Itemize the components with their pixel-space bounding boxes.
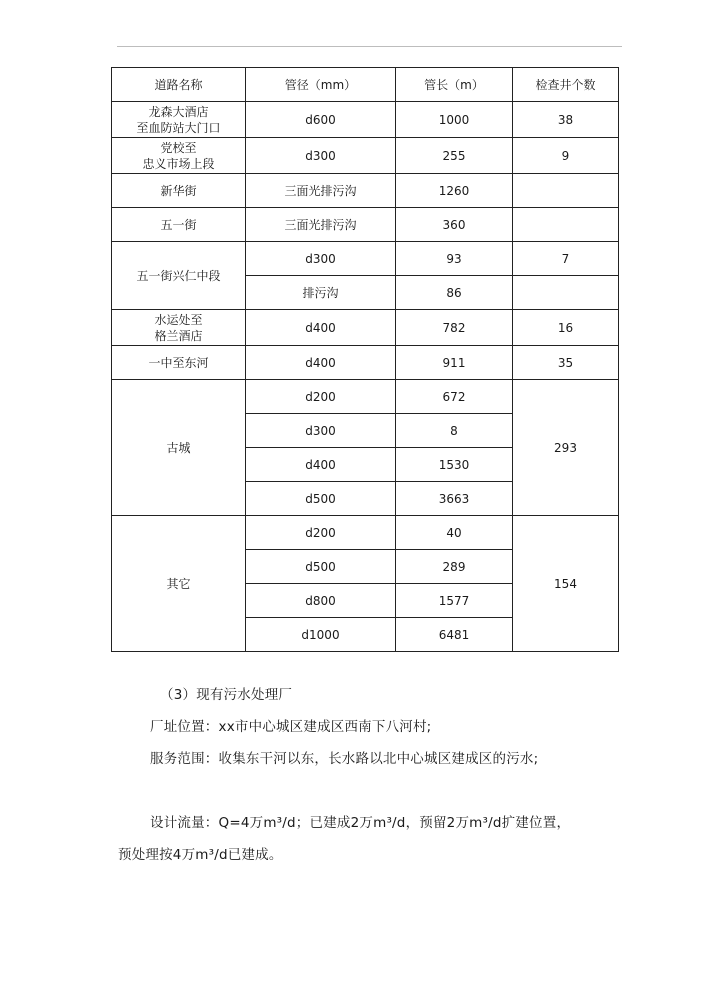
diameter-cell: 三面光排污沟: [246, 208, 396, 242]
diameter-cell: d800: [246, 584, 396, 618]
well-count-cell: 16: [513, 310, 619, 346]
length-cell: 40: [396, 516, 513, 550]
well-count-cell: [513, 174, 619, 208]
table-row: [112, 380, 619, 414]
pretreatment-text: 预处理按4万m³/d已建成。: [118, 847, 283, 863]
site-location-text: 厂址位置：xx市中心城区建成区西南下八河村;: [150, 719, 432, 735]
diameter-cell: d200: [246, 380, 396, 414]
table-row: [112, 174, 619, 208]
length-cell: 6481: [396, 618, 513, 652]
length-cell: 3663: [396, 482, 513, 516]
road-name-cell: [112, 138, 246, 174]
design-flow-text: 设计流量：Q=4万m³/d；已建成2万m³/d，预留2万m³/d扩建位置，: [150, 815, 571, 831]
length-cell: 8: [396, 414, 513, 448]
length-cell: 1530: [396, 448, 513, 482]
road-name-cell: [112, 310, 246, 346]
road-name-cell: 新华街: [112, 174, 246, 208]
diameter-cell: d300: [246, 242, 396, 276]
diameter-cell: d600: [246, 102, 396, 138]
road-name-cell: 五一街: [112, 208, 246, 242]
service-scope-text: 服务范围：收集东干河以东，长水路以北中心城区建成区的污水;: [150, 751, 539, 767]
table-row: [112, 310, 619, 346]
length-cell: 782: [396, 310, 513, 346]
diameter-cell: d400: [246, 448, 396, 482]
well-count-cell: 9: [513, 138, 619, 174]
road-name-cell: 五一街兴仁中段: [112, 242, 246, 310]
well-count-cell: 35: [513, 346, 619, 380]
road-name-line: 格兰酒店: [154, 328, 203, 343]
header-well-count: 检查井个数: [513, 68, 619, 102]
road-name-cell: 一中至东河: [112, 346, 246, 380]
header-road-name: 道路名称: [112, 68, 246, 102]
diameter-cell: d300: [246, 138, 396, 174]
diameter-cell: d500: [246, 482, 396, 516]
road-name-line: 至血防站大门口: [136, 120, 221, 135]
length-cell: 86: [396, 276, 513, 310]
diameter-cell: d400: [246, 346, 396, 380]
road-name-line: 龙森大酒店: [148, 104, 209, 119]
header-length: 管长（m）: [396, 68, 513, 102]
road-name-cell: [112, 102, 246, 138]
table-row: [112, 208, 619, 242]
road-name-line: 水运处至: [154, 312, 203, 327]
table-row: [112, 346, 619, 380]
length-cell: 1000: [396, 102, 513, 138]
diameter-cell: d300: [246, 414, 396, 448]
page-header-rule: [117, 46, 622, 47]
diameter-cell: d500: [246, 550, 396, 584]
well-count-cell: 38: [513, 102, 619, 138]
well-count-cell: 154: [513, 516, 619, 652]
road-name-line: 党校至: [160, 140, 197, 155]
table-row: [112, 516, 619, 550]
table-row: [112, 242, 619, 276]
length-cell: 360: [396, 208, 513, 242]
well-count-cell: [513, 208, 619, 242]
diameter-cell: 三面光排污沟: [246, 174, 396, 208]
sewer-pipe-table: [111, 67, 619, 652]
diameter-cell: d400: [246, 310, 396, 346]
length-cell: 93: [396, 242, 513, 276]
length-cell: 672: [396, 380, 513, 414]
diameter-cell: 排污沟: [246, 276, 396, 310]
length-cell: 1260: [396, 174, 513, 208]
length-cell: 289: [396, 550, 513, 584]
well-count-cell: [513, 276, 619, 310]
diameter-cell: d200: [246, 516, 396, 550]
road-name-line: 忠义市场上段: [142, 156, 215, 171]
length-cell: 255: [396, 138, 513, 174]
well-count-cell: 7: [513, 242, 619, 276]
table-row: [112, 102, 619, 138]
road-name-cell: 古城: [112, 380, 246, 516]
length-cell: 1577: [396, 584, 513, 618]
table-row: [112, 138, 619, 174]
header-diameter: 管径（mm）: [246, 68, 396, 102]
length-cell: 911: [396, 346, 513, 380]
section-heading: （3）现有污水处理厂: [160, 687, 293, 703]
road-name-cell: 其它: [112, 516, 246, 652]
table-header-row: [112, 68, 619, 102]
diameter-cell: d1000: [246, 618, 396, 652]
well-count-cell: 293: [513, 380, 619, 516]
